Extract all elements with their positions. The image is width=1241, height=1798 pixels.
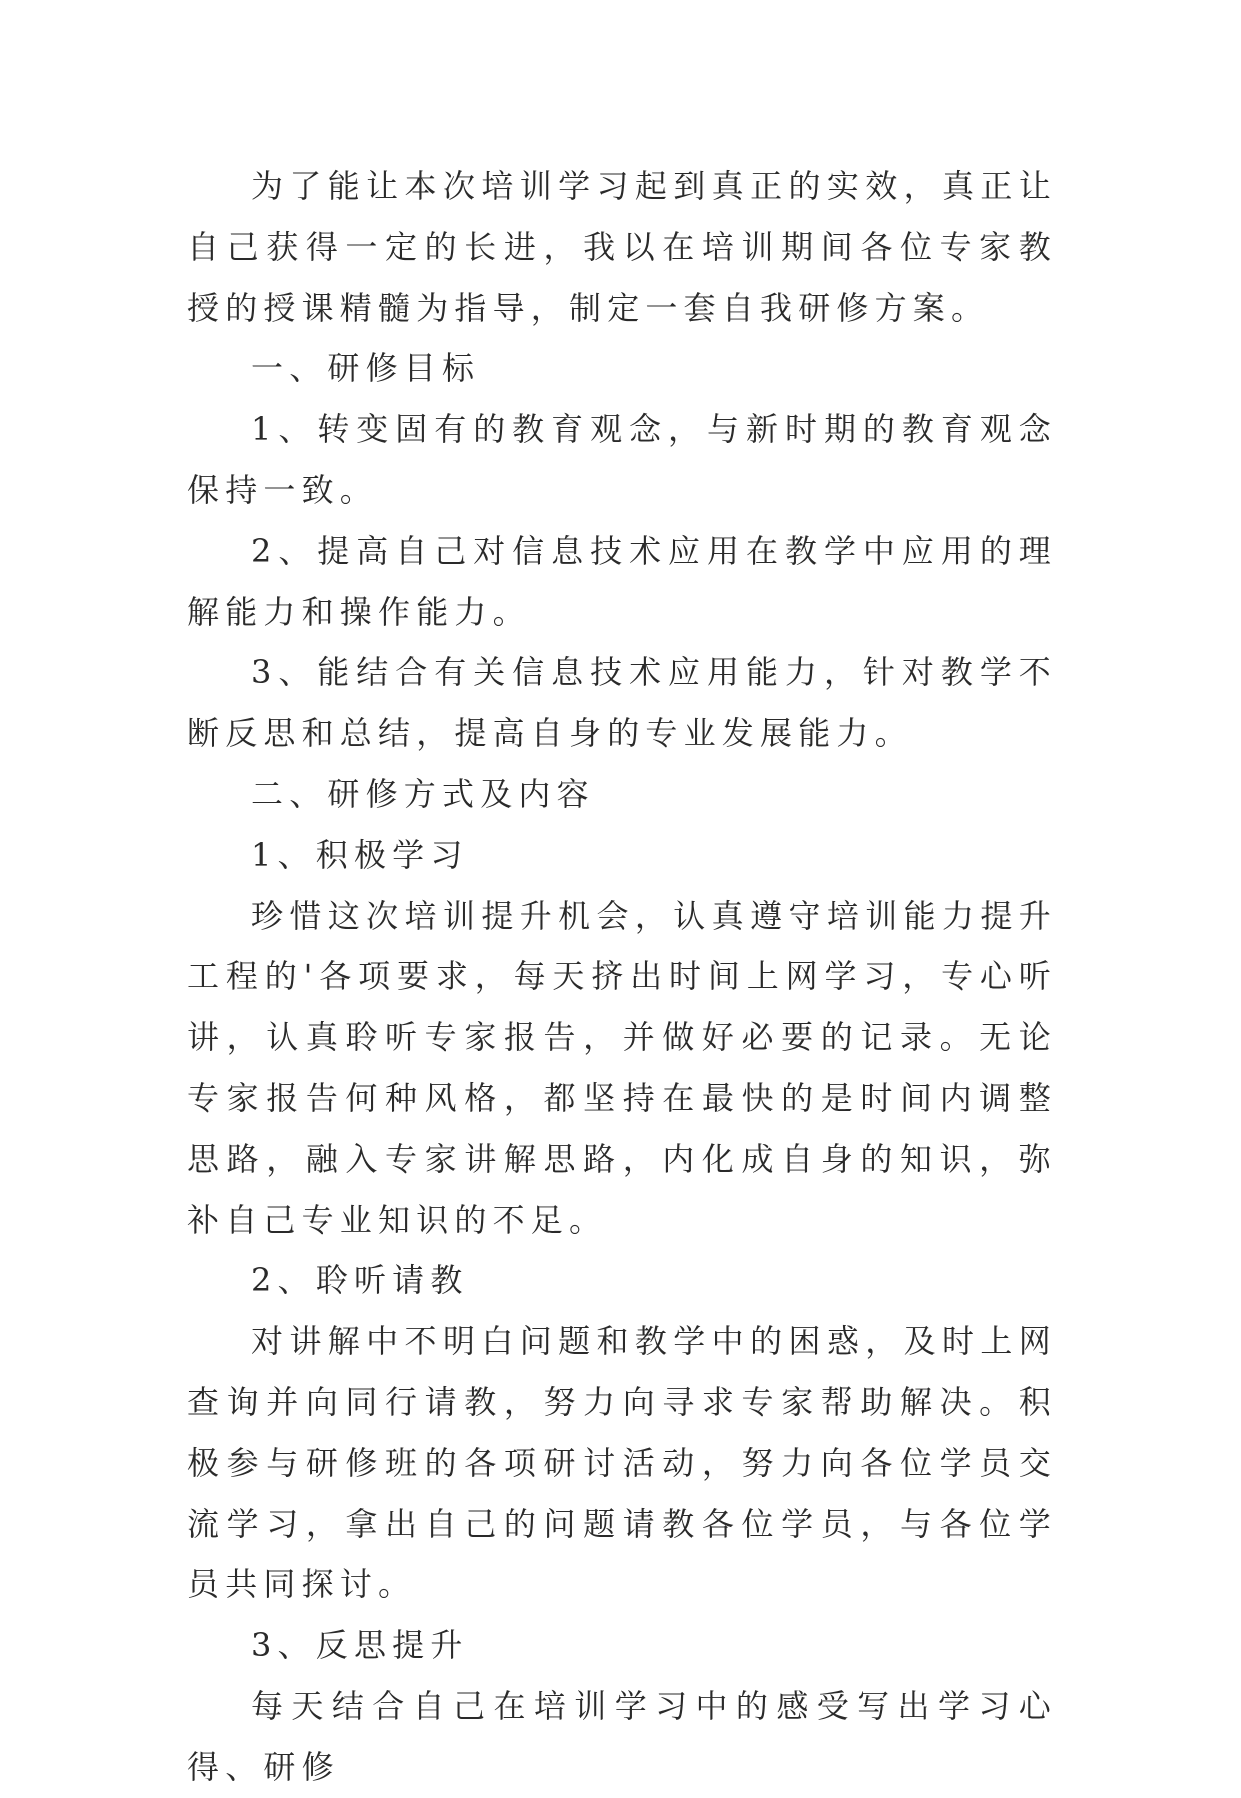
goal-item-2: 2、提高自己对信息技术应用在教学中应用的理解能力和操作能力。	[187, 531, 1057, 631]
method-heading-3: 3、反思提升	[251, 1626, 469, 1665]
method-paragraph-3: 每天结合自己在培训学习中的感受写出学习心得、研修	[187, 1686, 1057, 1786]
document-body	[187, 156, 1057, 1798]
goal-item-1: 1、转变固有的教育观念，与新时期的教育观念保持一致。	[187, 410, 1057, 509]
method-heading-1: 1、积极学习	[251, 835, 469, 874]
method-paragraph-1: 珍惜这次培训提升机会，认真遵守培训能力提升工程的'各项要求，每天挤出时间上网学习，专心听讲，认真聆听专家报告，并做好必要的记录。无论专家报告何种风格，都坚持在最快的是时间内调整思路，融入专家讲解思路，内化成自身的知识，弥补自己专业知识的不足。	[187, 896, 1057, 1239]
intro-paragraph: 为了能让本次培训学习起到真正的实效，真正让自己获得一定的长进，我以在培训期间各位专家教授的授课精髓为指导，制定一套自我研修方案。	[187, 167, 1057, 327]
section-heading-goals: 一、研修目标	[251, 349, 481, 388]
goal-item-3: 3、能结合有关信息技术应用能力，针对教学不断反思和总结，提高自身的专业发展能力。	[187, 653, 1057, 753]
method-heading-2: 2、聆听请教	[251, 1261, 469, 1300]
method-paragraph-2: 对讲解中不明白问题和教学中的困惑，及时上网查询并向同行请教，努力向寻求专家帮助解决。积极参与研修班的各项研讨活动，努力向各位学员交流学习，拿出自己的问题请教各位学员，与各位学员共同探讨。	[187, 1322, 1057, 1604]
section-heading-methods: 二、研修方式及内容	[251, 774, 595, 813]
